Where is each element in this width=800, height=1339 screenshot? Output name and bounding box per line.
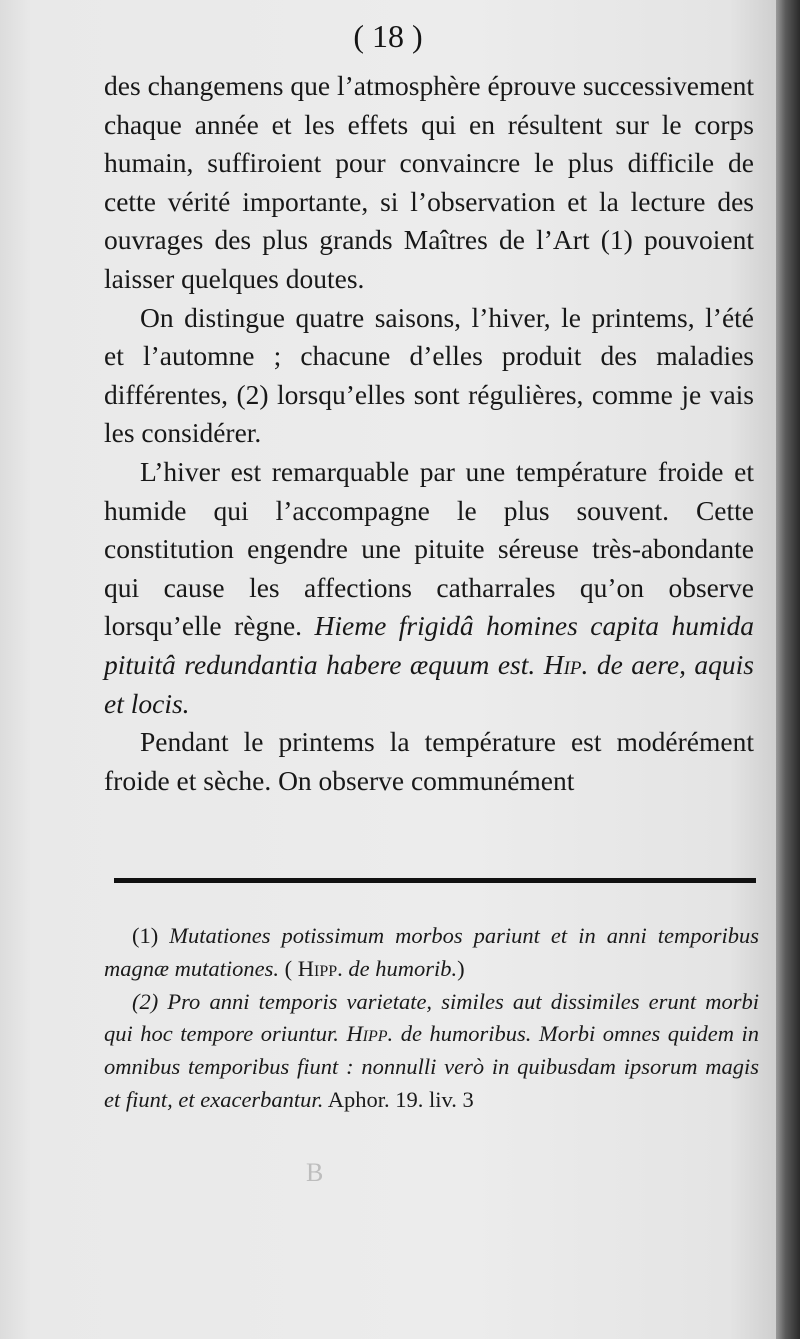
- paragraph-3-text: L’hiver est remarquable par une température froide et humide qui l’accompagne le plus souvent. Cette constitution engendre une pituite séreuse très-abondante qui cause les affections catharrales qu’on observe lorsqu’elle règne.: [104, 455, 754, 642]
- page-number: ( 18 ): [353, 18, 423, 54]
- page-edge-shadow: [776, 0, 800, 1339]
- footnote-2-aphorism: Aphor. 19. liv. 3: [327, 1086, 474, 1112]
- citation-author: Hip.: [543, 648, 589, 680]
- signature-mark: B: [306, 1158, 324, 1187]
- footnote-2-latin-b: Morbi omnes quidem in omnibus temporibus fiunt : nonnulli verò in quibusdam ipsorum magis et fiunt, et exacerbantur.: [104, 1021, 760, 1112]
- footnote-2-latin-a: Pro anni temporis varietate, similes aut dissimiles erunt morbi qui hoc tempore oriuntur.: [104, 988, 759, 1047]
- citation-work: de aere, aquis et locis.: [104, 648, 754, 719]
- paragraph-2: On distingue quatre saisons, l’hiver, le printems, l’été et l’automne ; chacune d’elles produit des maladies différentes, (2) lorsqu’elles sont régulières, comme je vais les considérer.: [104, 301, 754, 449]
- footnote-1-work: de humorib.: [348, 955, 458, 981]
- latin-quotation: Hieme frigidâ homines capita humida pituitâ redundantia habere æquum est.: [104, 610, 754, 680]
- main-text: [104, 67, 754, 800]
- footnote-2: [104, 986, 759, 1117]
- paragraph-1: des changemens que l’atmosphère éprouve successivement chaque année et les effets qui en résultent sur le corps humain, suffiroient pour convaincre le plus difficile de cette vérité importante, si l’observation et la lecture des ouvrages des plus grands Maîtres de l’Art (1) pouvoient laisser quelques doutes.: [104, 70, 754, 294]
- footnote-1: [104, 920, 759, 986]
- footnote-1-marker: (1): [132, 923, 159, 948]
- footnotes: [104, 920, 759, 1117]
- footnote-2-marker: (2): [132, 988, 159, 1014]
- paragraph-3: [104, 453, 754, 723]
- footnote-1-ref-close: ): [457, 955, 465, 981]
- footnote-1-author: Hipp.: [297, 955, 343, 981]
- footnote-1-latin: Mutationes potissimum morbos pariunt et in anni temporibus magnæ mutationes.: [104, 923, 759, 981]
- footnote-1-ref-open: (: [284, 955, 293, 981]
- footnote-2-author: Hipp.: [346, 1021, 394, 1047]
- paragraph-4: Pendant le printems la température est modérément froide et sèche. On observe communément: [104, 726, 754, 796]
- footnote-divider: [114, 878, 756, 883]
- footnote-2-work: de humoribus.: [400, 1021, 532, 1047]
